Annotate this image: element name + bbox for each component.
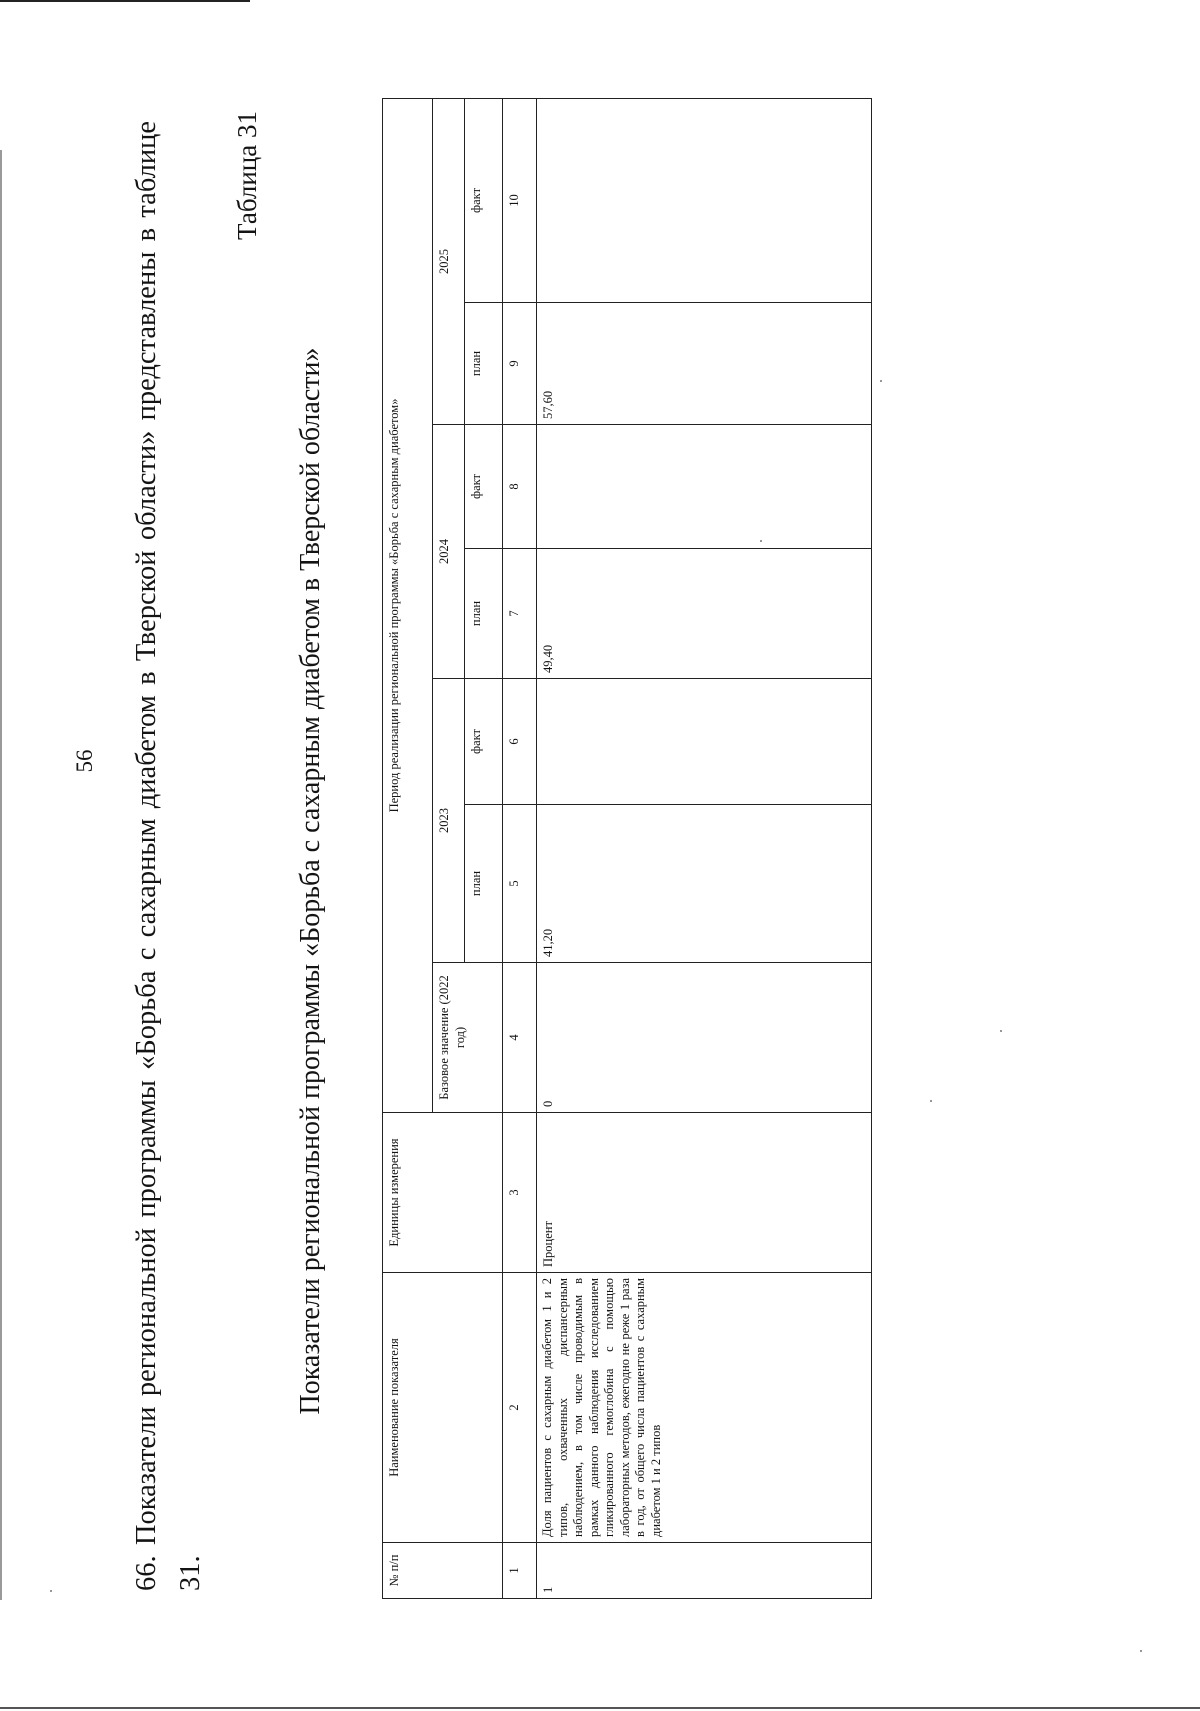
column-number: 1 (503, 1543, 537, 1599)
header-fact: факт (465, 425, 503, 549)
column-number: 7 (503, 549, 537, 679)
column-number: 10 (503, 98, 537, 302)
plan-2024: 49,40 (537, 549, 872, 679)
fact-2024 (537, 425, 872, 549)
unit-value: Процент (537, 1113, 872, 1273)
header-fact: факт (465, 98, 503, 302)
header-plan: план (465, 805, 503, 963)
header-year-2025: 2025 (433, 98, 465, 424)
indicator-name: Доля пациентов с сахарным диабетом 1 и 2 типов, охваченных диспансерным наблюдением, в том числе проводимым в рамках данного наблюдения исследованием гликированного гемоглобина с помощью лабораторных методов, ежегодно не реже 1 раза в год, от общего числа пациентов с сахарным диабетом 1 и 2 типов (537, 1273, 872, 1543)
intro-paragraph: 66. Показатели региональной программы «Борьба с сахарным диабетом в Тверской области» представлены в таблице 31. (131, 121, 206, 1591)
base-value: 0 (537, 963, 872, 1113)
plan-2023: 41,20 (537, 805, 872, 963)
header-base-value: Базовое значение (2022 год) (433, 963, 503, 1113)
header-unit: Единицы измерения (383, 1113, 503, 1273)
row-number: 1 (537, 1543, 872, 1599)
column-number: 2 (503, 1273, 537, 1543)
table-title: Показатели региональной программы «Борьба с сахарным диабетом в Тверской области» (295, 347, 326, 1415)
fact-2025 (537, 98, 872, 302)
header-indicator-name: Наименование показателя (383, 1273, 503, 1543)
column-number: 4 (503, 963, 537, 1113)
header-plan: план (465, 303, 503, 425)
fact-2023 (537, 679, 872, 805)
header-plan: план (465, 549, 503, 679)
indicators-table (382, 98, 872, 1599)
header-fact: факт (465, 679, 503, 805)
header-year-2024: 2024 (433, 425, 465, 679)
column-number: 5 (503, 805, 537, 963)
column-number: 8 (503, 425, 537, 549)
column-number: 9 (503, 303, 537, 425)
table-row (537, 98, 872, 1598)
page-number: 56 (72, 749, 97, 773)
header-period: Период реализации региональной программы «Борьба с сахарным диабетом» (383, 98, 433, 1112)
column-number: 6 (503, 679, 537, 805)
plan-2025: 57,60 (537, 303, 872, 425)
header-number: № п/п (383, 1543, 503, 1599)
table-number: Таблица 31 (232, 111, 262, 240)
column-number: 3 (503, 1113, 537, 1273)
header-year-2023: 2023 (433, 679, 465, 963)
